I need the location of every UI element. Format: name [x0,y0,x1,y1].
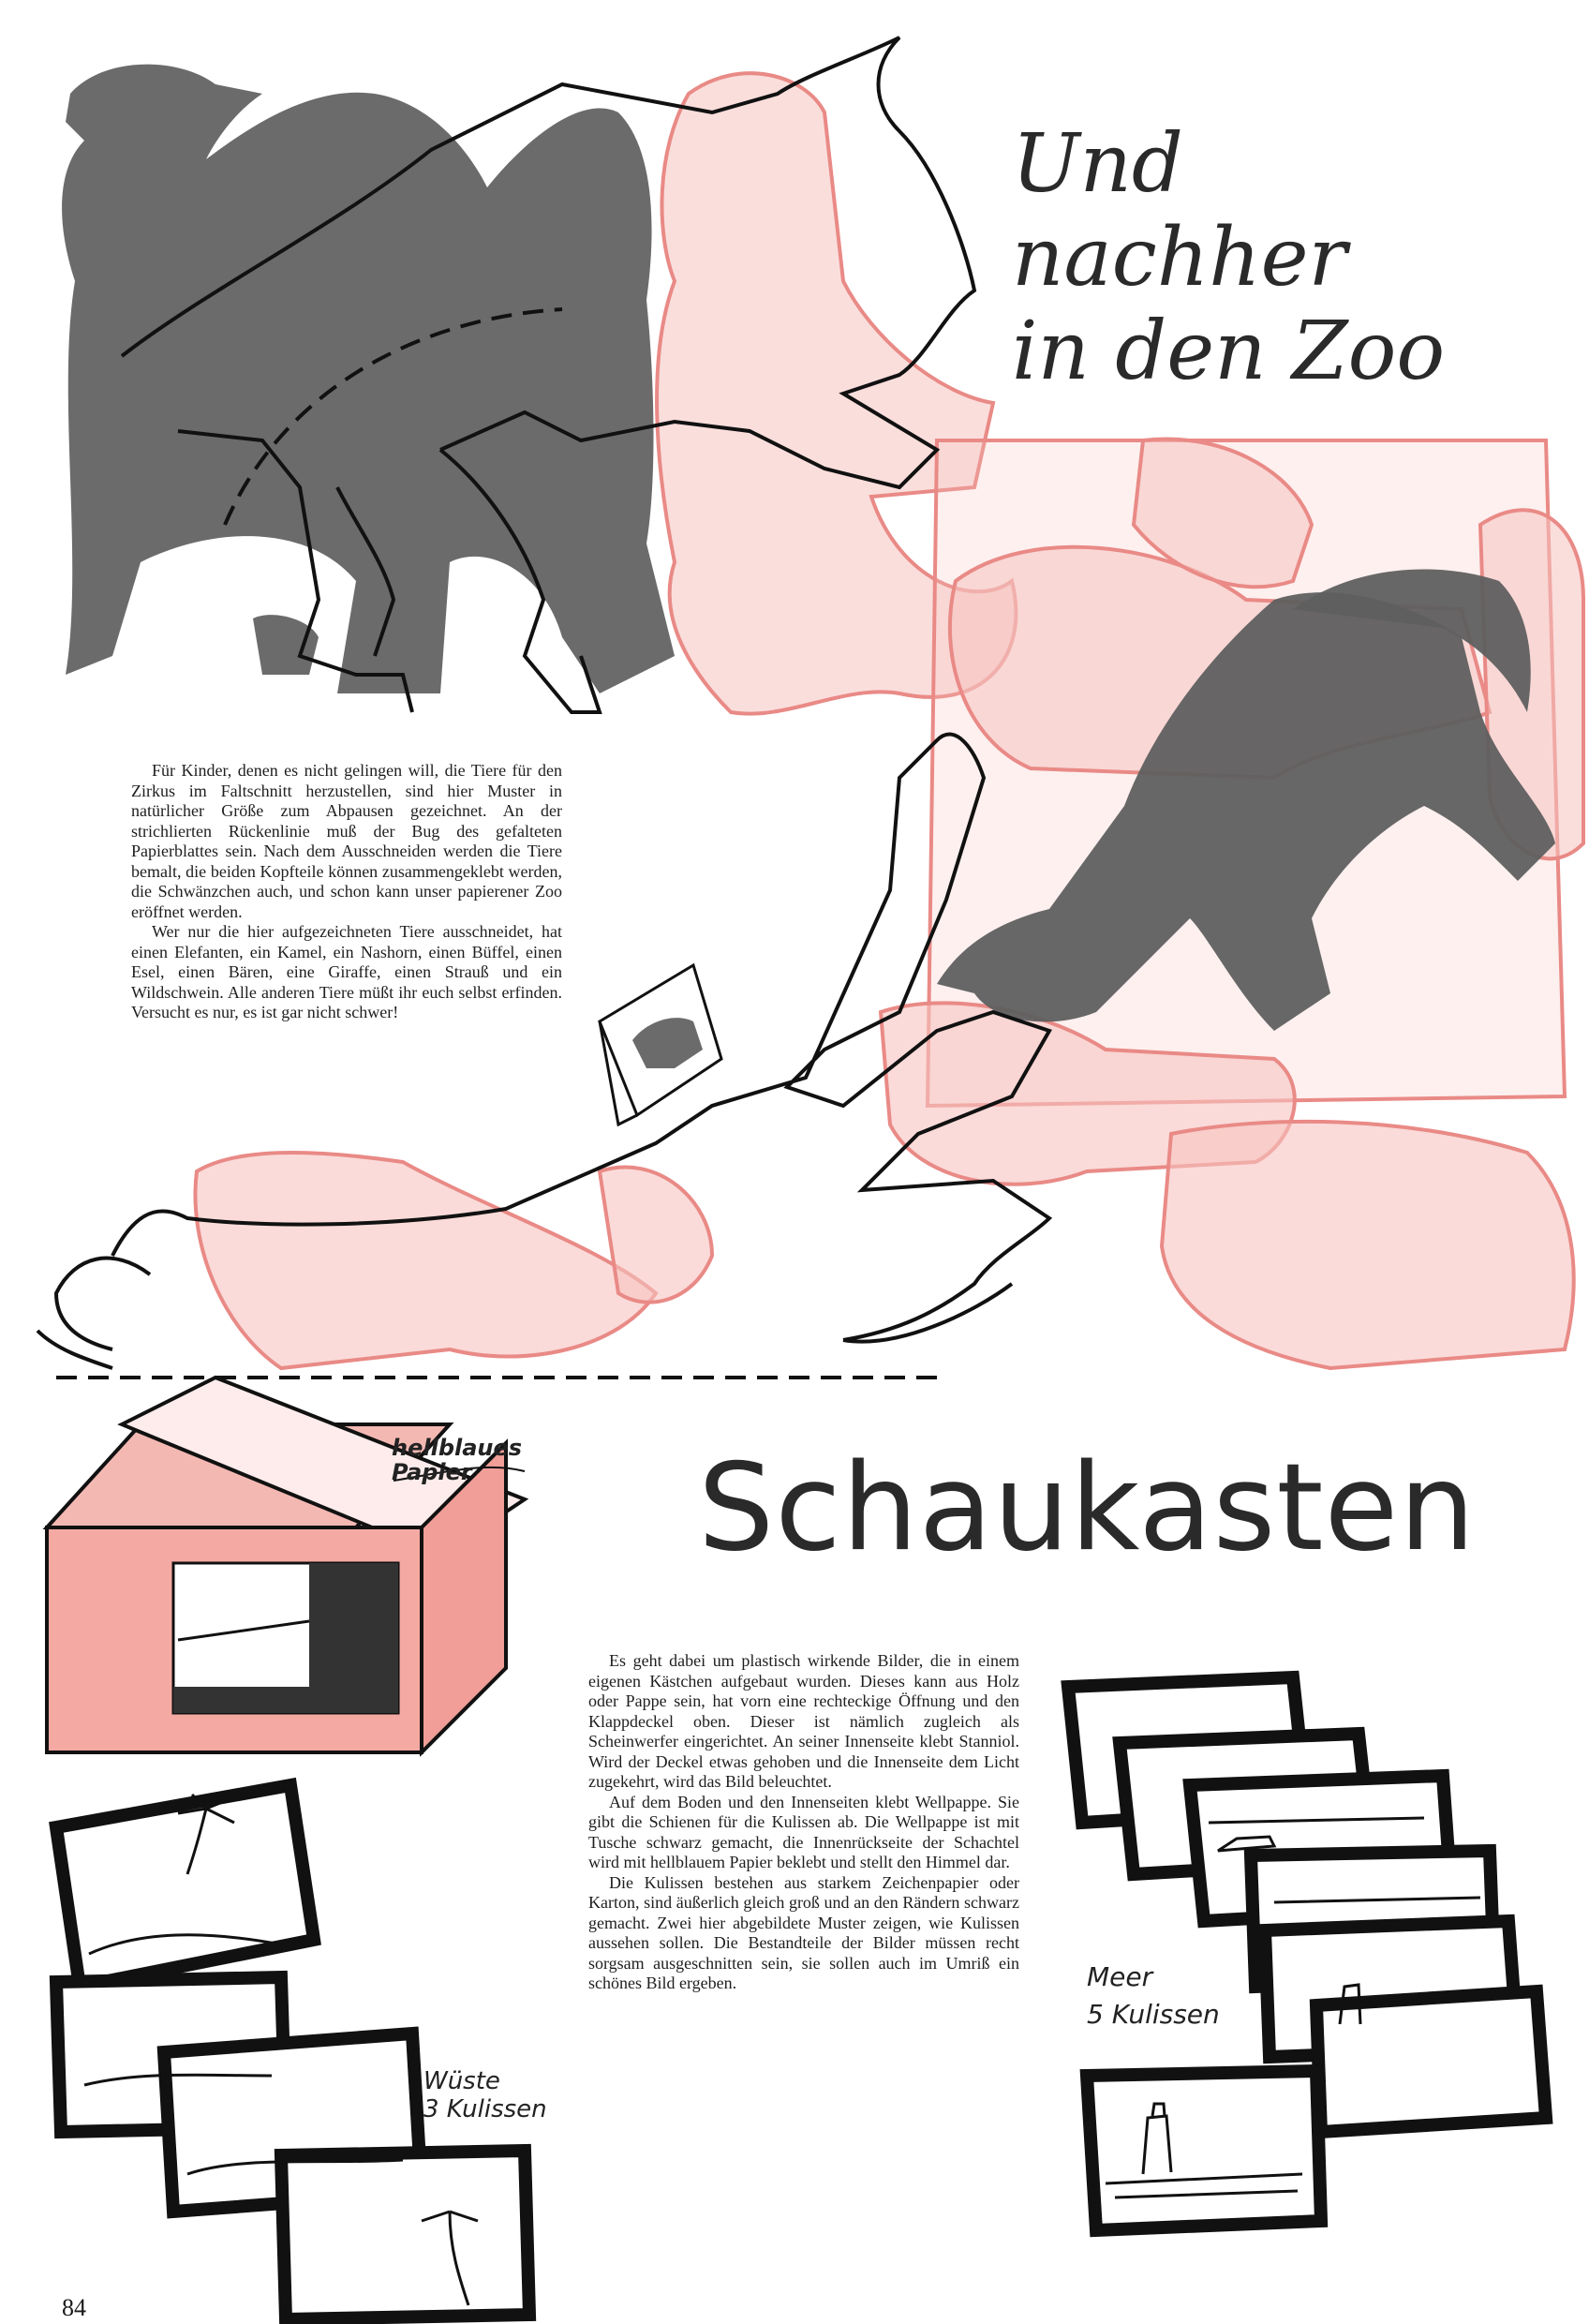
zoo-title-line1: Und nachher [1012,117,1347,305]
schaukasten-paragraph: Die Kulissen bestehen aus starkem Zeichenpapier oder Karton, sind äußerlich gleich groß und an den Rändern schwarz gemacht. Zwei hier abgebildete Muster zeigen, wie Kulissen aussehen sollen. Die Bestandteile der Bilder müssen recht sorgsam ausgeschnitten sein, sie sollen auch im Umriß ein schönes Bild ergeben. [588,1872,1019,1992]
label-papier-line2: Papier [392,1459,472,1485]
label-wueste-line2: 3 Kulissen [423,2095,547,2123]
schaukasten-title: Schaukasten [698,1438,1477,1578]
label-meer-line1: Meer [1087,1961,1153,1992]
zoo-article-text [131,761,562,1023]
label-papier-line1: hellblaues [392,1435,523,1461]
label-wueste-line1: Wüste [423,2067,500,2095]
desert-scene-frames [56,1785,529,2319]
page-number: 84 [62,2294,86,2321]
zoo-title [1012,117,1537,398]
label-wueste [423,2067,564,2123]
label-meer-line2: 5 Kulissen [1087,1999,1220,2030]
label-hellblaues-papier [392,1436,551,1484]
label-meer [1087,1959,1255,2034]
zoo-title-line2: in den Zoo [1012,305,1446,398]
showbox-illustration [47,1378,525,1752]
camel-silhouette-gray [62,65,675,693]
zoo-paragraph: Für Kinder, denen es nicht gelingen will, die Tiere für den Zirkus im Faltschnitt herzustellen, sind hier Muster in natürlicher Größe zum Abpausen gezeichnet. An der strichlierten Rückenlinie muß der Bug des gefalteten Papierblattes sein. Nach dem Ausschneiden werden die Tiere bemalt, die beiden Kopfteile können zusammengeklebt werden, die Schwänzchen auch, und schon kann unser papierener Zoo eröffnet werden. [131,761,562,921]
zoo-paragraph: Wer nur die hier aufgezeichneten Tiere ausschneidet, hat einen Elefanten, ein Kamel, ein Nashorn, einen Büffel, einen Esel, einen Bären, eine Giraffe, einen Strauß und ein Wildschwein. Alle anderen Tiere müßt ihr euch selbst erfinden. Versucht es nur, es ist gar nicht schwer! [131,922,562,1021]
schaukasten-article-text [588,1651,1019,1994]
sea-scene-frames [1068,1677,1546,2230]
folded-card-bear [600,965,721,1125]
schaukasten-paragraph: Es geht dabei um plastisch wirkende Bilder, die in einem eigenen Kästchen aufgebaut wurden. Dieses kann aus Holz oder Pappe sein, hat vorn eine rechteckige Öffnung und den Klappdeckel oben. Dieser ist nämlich zugleich als Scheinwerfer eingerichtet. An seiner Innenseite klebt Stanniol. Wird der Deckel etwas gehoben und die Innenseite dem Licht zugekehrt, wird das Bild beleuchtet. [588,1651,1019,1791]
schaukasten-paragraph: Auf dem Boden und den Innenseiten klebt Wellpappe. Sie gibt die Schienen für die Kulissen ab. Die Wellpappe ist mit Tusche schwarz gemacht, die Innenrückseite der Schachtel wird mit hellblauem Papier beklebt und stellt den Himmel dar. [588,1792,1019,1871]
